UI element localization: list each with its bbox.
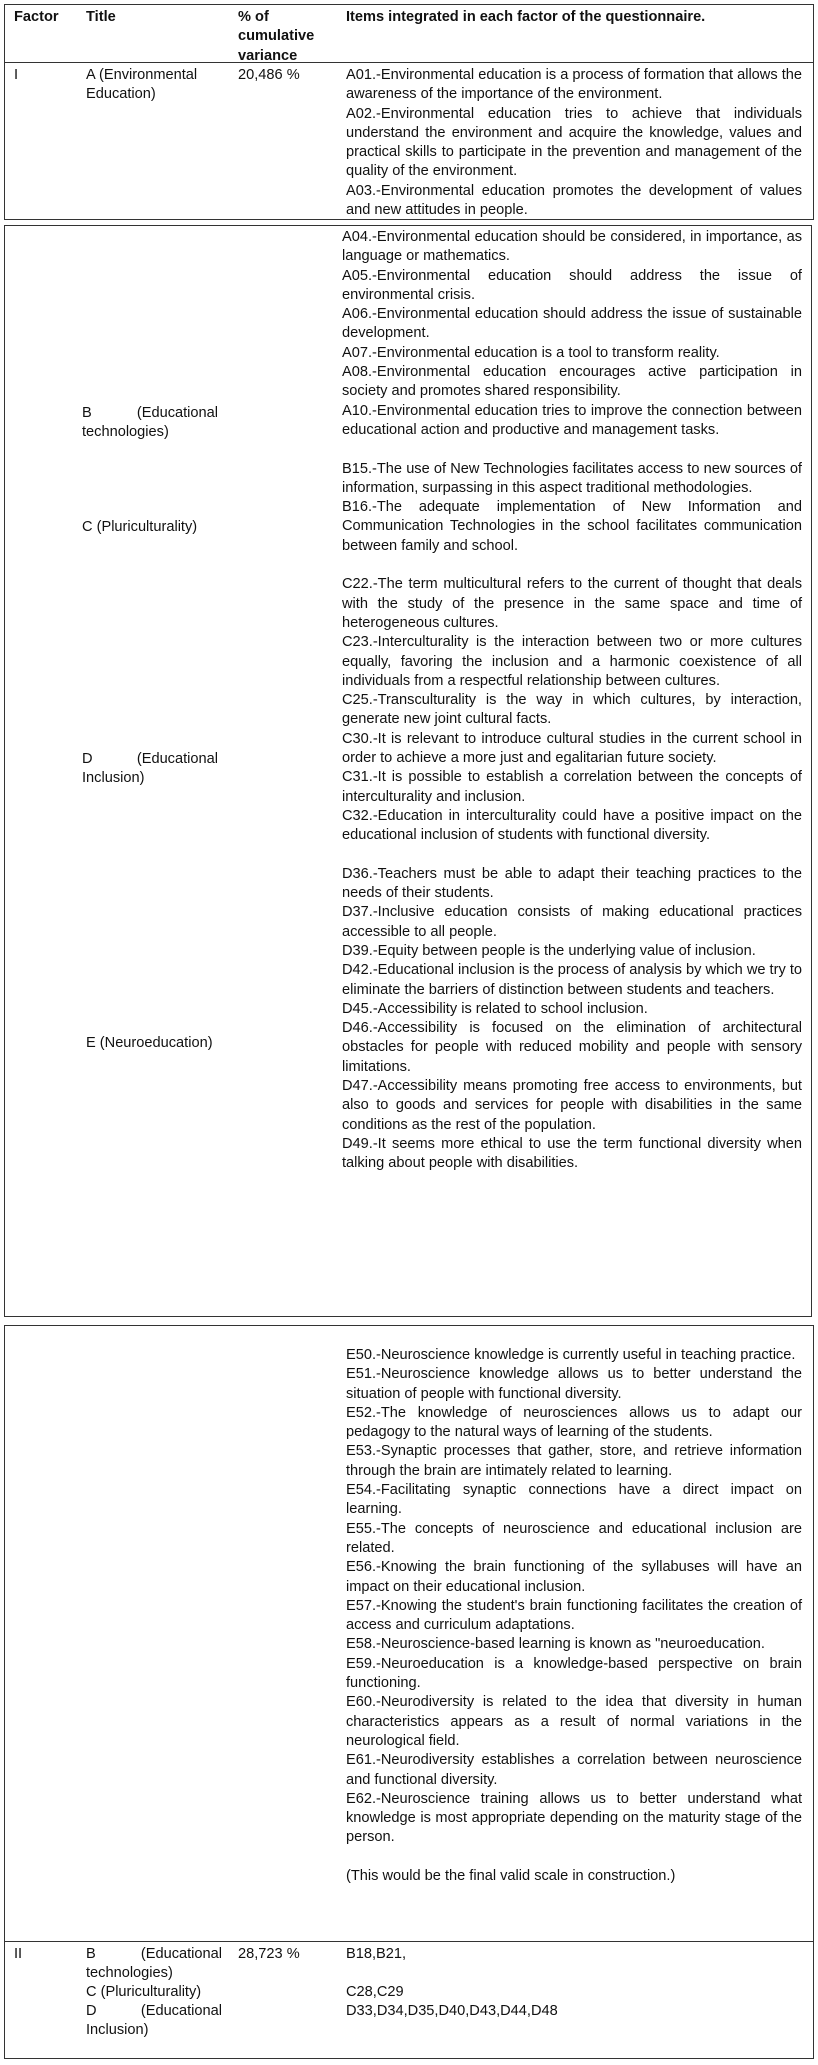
list-item: A01.-Environmental education is a process of formation that allows the awareness of the importance of the environment. [346,67,802,103]
list-item: E50.-Neuroscience knowledge is currently useful in teaching practice. [346,1347,796,1363]
factor-1-title-d: D (Educational Inclusion) [82,751,218,787]
spacer [346,1848,802,1867]
factor-1-items-e [346,1346,802,1886]
header-title: Title [86,9,116,25]
list-item: A05.-Environmental education should address the issue of environmental crisis. [342,267,802,303]
factor-1-label: I [14,67,19,83]
factor-1-items-a1 [346,66,802,220]
list-item: E51.-Neuroscience knowledge allows us to better understand the situation of people with functional diversity. [346,1366,802,1402]
list-item: C22.-The term multicultural refers to the current of thought that deals with the study of the presence in the same space and time of heterogeneous cultures. [342,576,802,631]
list-item: E60.-Neurodiversity is related to the idea that diversity in human characteristics appears as a result of normal variations in the neurological field. [346,1694,802,1749]
header-factor: Factor [14,9,59,25]
factor-1-title-e: E (Neuroeducation) [86,1035,213,1051]
list-item: A10.-Environmental education tries to improve the connection between educational action and productive and management tasks. [342,402,802,438]
spacer [342,846,802,865]
list-item: C32.-Education in interculturality could have a positive impact on the educational inclusion of students with functional diversity. [342,807,802,844]
list-item: E56.-Knowing the brain functioning of the syllabuses will have an impact on their educational inclusion. [346,1559,802,1595]
list-item: D37.-Inclusive education consists of making educational practices accessible to all people. [342,904,802,940]
list-item: E53.-Synaptic processes that gather, store, and retrieve information through the brain are intimately related to learning. [346,1443,802,1479]
header-items: Items integrated in each factor of the questionnaire. [346,9,706,25]
factor-1-variance: 20,486 % [238,67,300,83]
spacer [342,556,802,575]
list-item: E61.-Neurodiversity establishes a correlation between neuroscience and functional diversity. [346,1752,802,1788]
header-variance: % of cumulative variance [238,9,315,64]
list-item: B16.-The adequate implementation of New Information and Communication Technologies in the school facilitates communication between family and school. [342,499,802,554]
factor-2-title-d: D (Educational Inclusion) [86,2003,222,2039]
factor-2-items-d: D33,D34,D35,D40,D43,D44,D48 [346,2003,558,2019]
header-rule [4,62,814,63]
list-item: A08.-Environmental education encourages active participation in society and promotes shared responsibility. [342,364,802,400]
factor-1-title-b: B (Educational technologies) [82,405,218,441]
list-item: E55.-The concepts of neuroscience and educational inclusion are related. [346,1520,802,1556]
factor-2-title-c: C (Pluriculturality) [86,1984,202,2000]
list-item: D49.-It seems more ethical to use the term functional diversity when talking about people with disabilities. [342,1135,802,1172]
list-item: D45.-Accessibility is related to school inclusion. [342,1000,648,1017]
list-item: D46.-Accessibility is focused on the elimination of architectural obstacles for people with reduced mobility and people with sensory limitations. [342,1020,802,1075]
factor-2-rule [4,1941,814,1942]
list-item: A02.-Environmental education tries to achieve that individuals understand the environment and acquire the knowledge, values and practical skills to participate in the prevention and management of the quality of the environment. [346,105,802,180]
list-item: E57.-Knowing the student's brain functioning facilitates the creation of access and curriculum adaptations. [346,1597,802,1634]
factor-1-items-a2 [342,228,802,1174]
list-item: E62.-Neuroscience training allows us to better understand what knowledge is most appropriate depending on the maturity stage of the person. [346,1790,802,1846]
list-item: D42.-Educational inclusion is the process of analysis by which we try to eliminate the barriers of distinction between students and teachers. [342,962,802,998]
list-item: E54.-Facilitating synaptic connections have a direct impact on learning. [346,1482,802,1518]
list-item: D39.-Equity between people is the underlying value of inclusion. [342,942,756,959]
list-item: E59.-Neuroeducation is a knowledge-based perspective on brain functioning. [346,1655,802,1692]
factor-1-title-a: A (Environmental Education) [86,67,198,103]
list-item: D36.-Teachers must be able to adapt their teaching practices to the needs of their students. [342,865,802,902]
final-scale-note: (This would be the final valid scale in construction.) [346,1868,676,1885]
factor-2-variance: 28,723 % [238,1946,300,1962]
list-item: A04.-Environmental education should be considered, in importance, as language or mathematics. [342,229,802,265]
spacer [342,440,802,459]
list-item: C30.-It is relevant to introduce cultural studies in the current school in order to achieve a more just and egalitarian future society. [342,730,802,767]
factor-1-title-c: C (Pluriculturality) [82,519,198,535]
list-item: A07.-Environmental education is a tool to transform reality. [342,344,720,361]
factor-2-items-c: C28,C29 [346,1984,404,2000]
list-item: A03.-Environmental education promotes the development of values and new attitudes in people. [346,182,802,219]
list-item: E58.-Neuroscience-based learning is known as "neuroeducation. [346,1636,765,1653]
factor-2-title-b: B (Educational technologies) [86,1946,222,1982]
list-item: D47.-Accessibility means promoting free access to environments, but also to goods and services for people with disabilities in the same conditions as the rest of the population. [342,1078,802,1133]
list-item: C31.-It is possible to establish a correlation between the concepts of interculturality and inclusion. [342,769,802,805]
factor-2-label: II [14,1946,23,1962]
list-item: C23.-Interculturality is the interaction between two or more cultures equally, favoring the inclusion and a harmonic coexistence of all individuals from a respectful relationship between cultures. [342,634,802,689]
factor-2-items-b: B18,B21, [346,1946,407,1962]
list-item: C25.-Transculturality is the way in which cultures, by interaction, generate new joint cultural facts. [342,692,802,728]
list-item: A06.-Environmental education should address the issue of sustainable development. [342,306,802,342]
list-item: B15.-The use of New Technologies facilitates access to new sources of information, surpassing in this aspect traditional methodologies. [342,460,802,496]
list-item: E52.-The knowledge of neurosciences allows us to adapt our pedagogy to the natural ways of learning of the students. [346,1404,802,1441]
